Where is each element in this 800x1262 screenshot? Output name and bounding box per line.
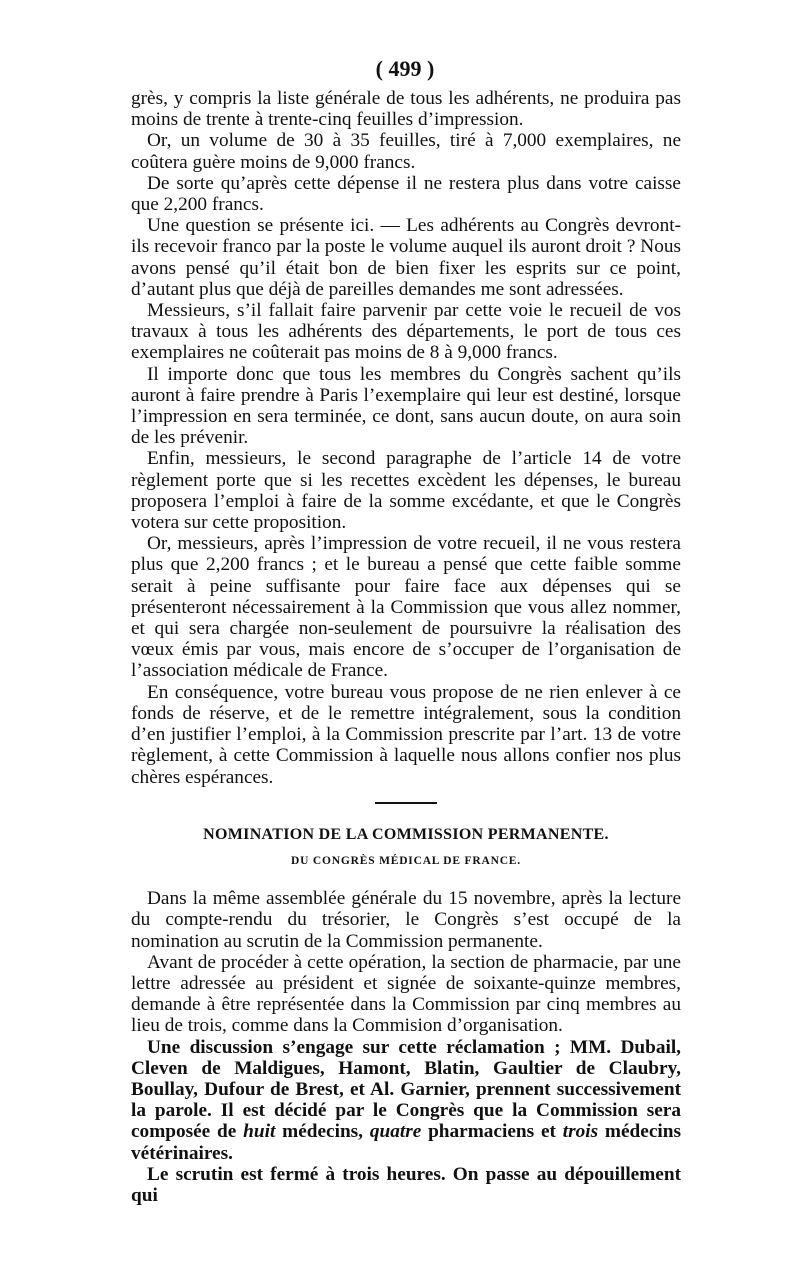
paragraph-decision	[131, 1037, 681, 1164]
paragraph: Or, un volume de 30 à 35 feuilles, tiré à 7,000 exemplaires, ne coûtera guère moins de 9,000 francs.	[131, 130, 681, 173]
paragraph: En conséquence, votre bureau vous propose de ne rien enlever à ce fonds de réserve, et de le remettre intégralement, sous la condition d’en justifier l’emploi, à la Commission prescrite par l’art. 13 de votre règlement, à cette Commission à laquelle nous allons confier nos plus chères espérances.	[131, 681, 681, 788]
paragraph: De sorte qu’après cette dépense il ne restera plus dans votre caisse que 2,200 francs.	[131, 172, 681, 216]
paragraph: Il importe donc que tous les membres du Congrès sachent qu’ils auront à faire prendre à Paris l’exemplaire qui leur est destiné, lorsque l’impression en sera terminée, ce dont, sans aucun doute, on aura soin de les prévenir.	[131, 363, 681, 449]
emphasis-quatre: quatre	[369, 1121, 422, 1143]
decision-veterinaires: médecins vétérinaires.	[131, 1121, 681, 1164]
paragraph: Enfin, messieurs, le second paragraphe de l’article 14 de votre règlement porte que si les recettes excèdent les dépenses, le bureau proposera l’emploi à faire de la somme excédante, et que le Congrès votera sur cette proposition.	[131, 448, 681, 534]
emphasis-trois: trois	[562, 1121, 599, 1143]
paragraph: Avant de procéder à cette opération, la section de pharmacie, par une lettre adressée au président et signée de soixante-quinze membres, demande à être représentée dans la Commission par cinq membres au lieu de trois, comme dans la Commision d’organisation.	[131, 951, 681, 1037]
section-subtitle: DU CONGRÈS MÉDICAL DE FRANCE.	[291, 854, 521, 867]
paragraph: Une question se présente ici. — Les adhérents au Congrès devront-ils recevoir franco par la poste le volume auquel ils auront droit ? Nous avons pensé qu’il était bon de bien fixer les esprits sur ce point, d’autant plus que déjà de pareilles demandes me sont adressées.	[131, 215, 681, 300]
paragraph: grès, y compris la liste générale de tous les adhérents, ne produira pas moins de trente à trente-cinq feuilles d’impression.	[131, 88, 681, 131]
emphasis-huit: huit	[243, 1121, 276, 1143]
paragraph: Messieurs, s’il fallait faire parvenir par cette voie le recueil de vos travaux à tous les adhérents des départements, le port de tous ces exemplaires ne coûterait pas moins de 8 à 9,000 francs.	[131, 300, 681, 364]
paragraph: Dans la même assemblée générale du 15 novembre, après la lecture du compte-rendu du trésorier, le Congrès s’est occupé de la nomination au scrutin de la Commission permanente.	[131, 888, 681, 952]
paragraph: Le scrutin est fermé à trois heures. On passe au dépouillement qui	[131, 1163, 681, 1206]
decision-pharmaciens: pharmaciens et	[421, 1121, 563, 1143]
page-number: ( 499 )	[375, 56, 435, 81]
section-title: NOMINATION DE LA COMMISSION PERMANENTE.	[203, 825, 609, 843]
paragraph: Or, messieurs, après l’impression de votre recueil, il ne vous restera plus que 2,200 francs ; et le bureau a pensé que cette faible somme serait à peine suffisante pour faire face aux dépenses qui se présenteront nécessairement à la Commission que vous allez nommer, et qui sera chargée non-seulement de poursuivre la réalisation des vœux émis par vous, mais encore de s’occuper de l’organisation de l’association médicale de France.	[131, 533, 681, 682]
decision-medecins: médecins,	[275, 1121, 370, 1143]
decision-text: Une discussion s’engage sur cette réclamation ; MM. Dubail, Cleven de Maldigues, Hamont, Blatin, Gaultier de Claubry, Boullay, Dufour de Brest, et Al. Garnier, prennent successivement la parole. Il est décidé par le Congrès que la Commission sera composée de	[131, 1036, 681, 1143]
body-text	[131, 88, 681, 1206]
section-divider	[375, 802, 437, 804]
